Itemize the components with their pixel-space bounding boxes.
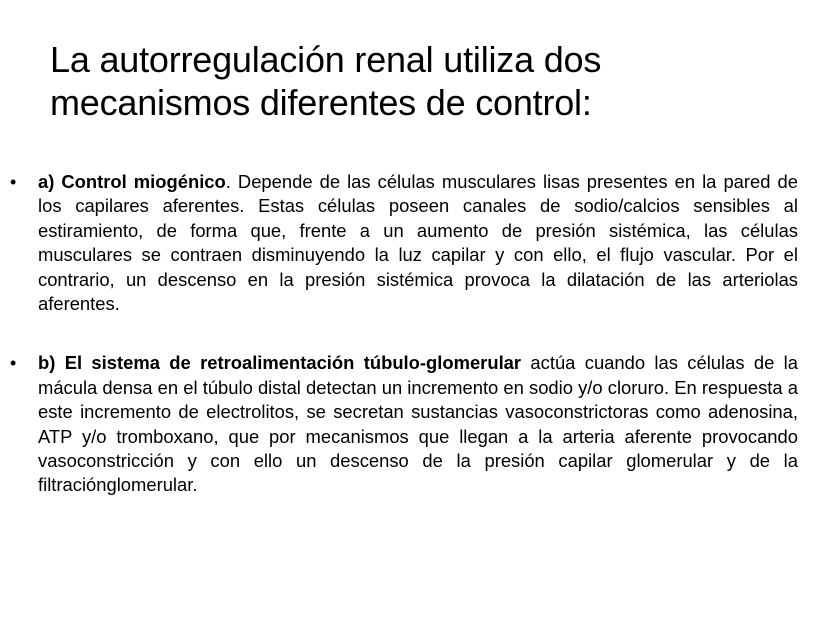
slide-title-line-1: La autorregulación renal utiliza dos: [50, 39, 602, 80]
slide-title: [50, 38, 790, 124]
bullet-item-tubuloglomerular-feedback: [0, 351, 798, 497]
bullet-dot-icon: •: [10, 353, 17, 374]
bullet-lead-text: a) Control miogénico: [38, 171, 226, 192]
bullet-item-myogenic-control: [0, 170, 798, 316]
bullet-lead-text: b) El sistema de retroalimentación túbulo-glomerular: [38, 352, 522, 374]
slide-title-line-2: mecanismos diferentes de control:: [50, 82, 592, 123]
bullet-body-text: actúa cuando las células de la mácula densa en el túbulo distal detectan un incremento en sodio y/o cloruro. En respuesta a este incremento de electrolitos, se secretan sustancias vasoconstrictoras como adenosina, ATP y/o tromboxano, que por mecanismos que llegan a la arteria aferente provocando vasoconstricción y con ello un descenso de la presión capilar glomerular y de la filtraciónglomerular.: [38, 352, 798, 496]
bullet-dot-icon: •: [10, 172, 17, 192]
bullet-body-text: . Depende de las células musculares lisas presentes en la pared de los capilares aferentes. Estas células poseen canales de sodio/calcios sensibles al estiramiento, de forma que, frente a un aumento de presión sistémica, las células musculares se contraen disminuyendo la luz capilar y con ello, el flujo vascular. Por el contrario, un descenso en la presión sistémica provoca la dilatación de las arteriolas aferentes.: [38, 171, 798, 315]
bullet-list: [0, 170, 828, 498]
